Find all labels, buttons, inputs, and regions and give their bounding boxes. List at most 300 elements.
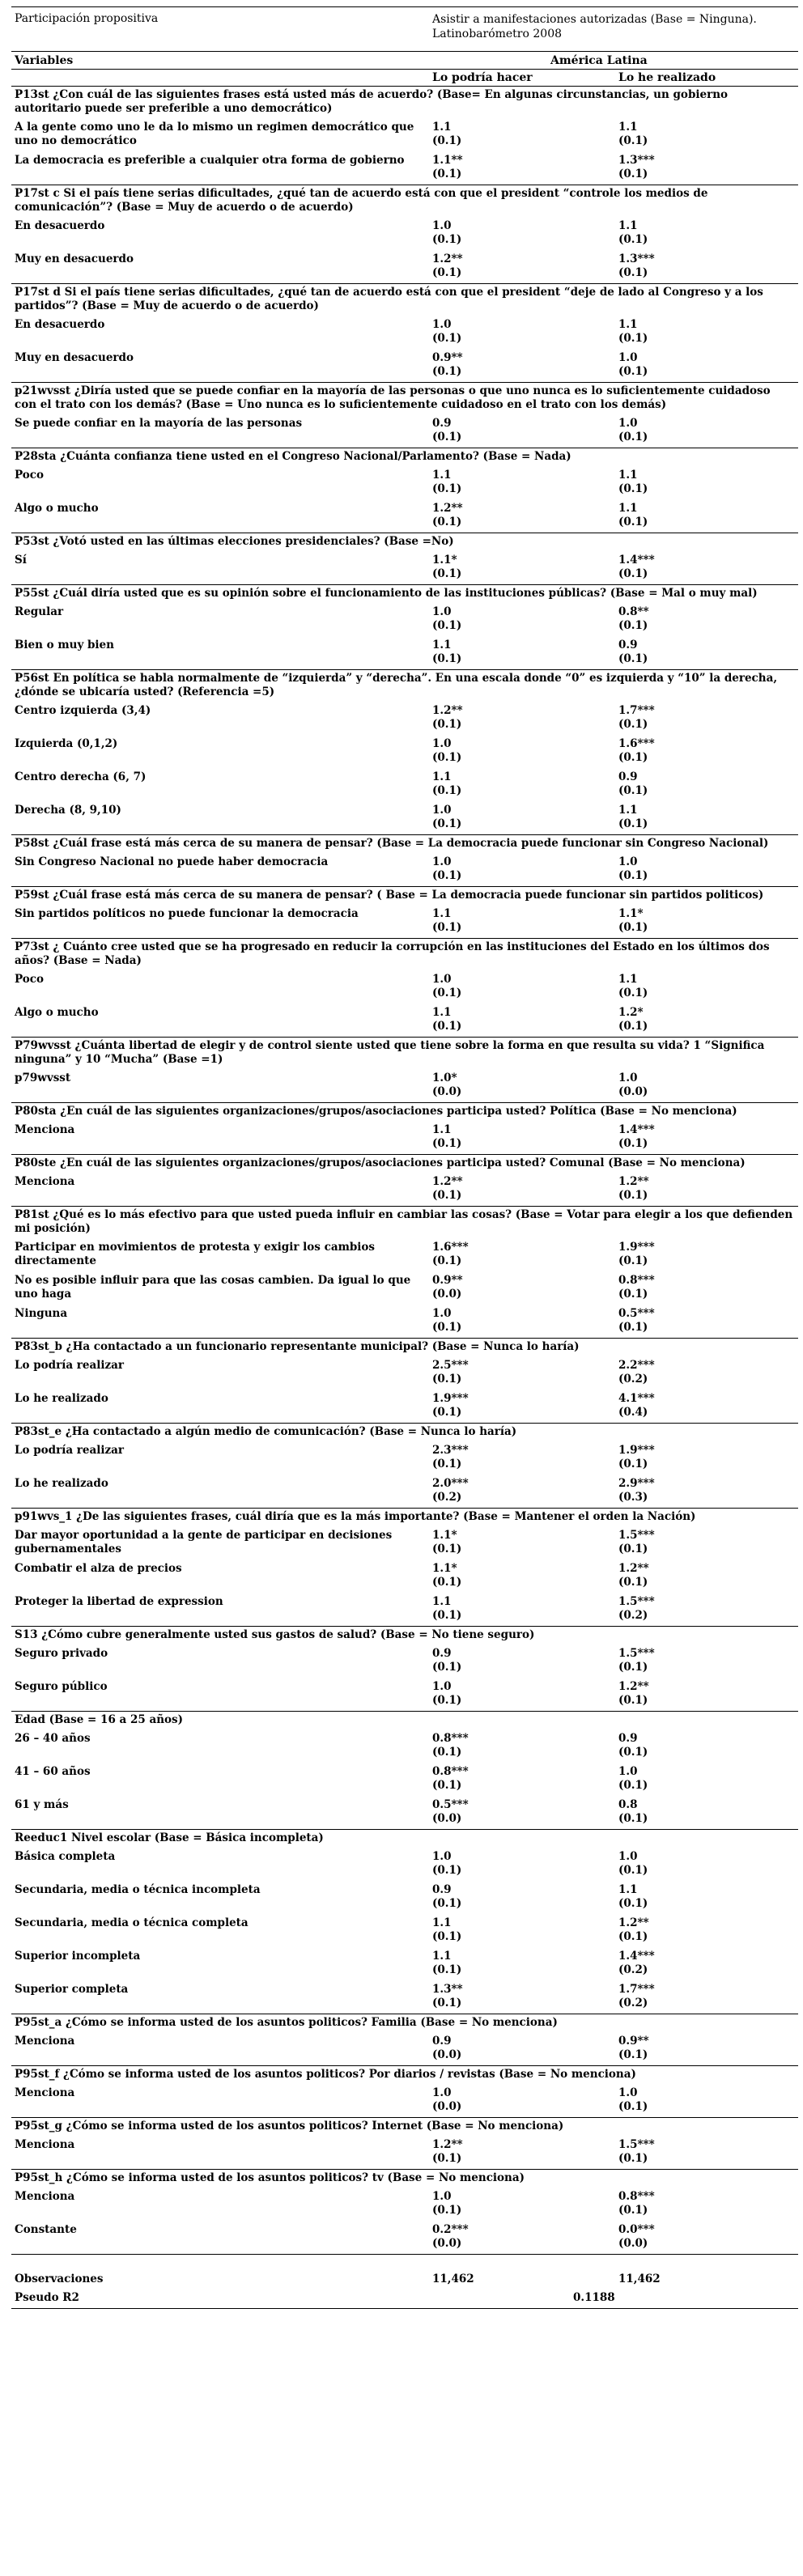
table-row <box>11 551 798 584</box>
coefficient: 1.2** <box>618 1175 649 1188</box>
section-title: P56st En política se habla normalmente de “izquierda” y “derecha”. En una escala donde “0” es izquierda y “10” la derecha, ¿dónde se ubicaría usted? (Referencia =5) <box>11 669 798 702</box>
table-row <box>11 801 798 834</box>
coefficient: 1.0 <box>618 351 638 364</box>
standard-error: (0.1) <box>432 1254 462 1267</box>
col2-cell <box>618 1307 798 1335</box>
col2-cell <box>618 1983 798 2010</box>
row-label: No es posible influir para que las cosas cambien. Da igual lo que uno haga <box>15 1274 411 1301</box>
table-row <box>11 1848 798 1881</box>
coefficient: 0.9 <box>618 770 638 783</box>
table-row <box>11 1069 798 1102</box>
observations-col1: 11,462 <box>432 2273 474 2285</box>
col2-cell <box>618 2223 798 2251</box>
coefficient: 1.1* <box>432 1529 457 1542</box>
col2-cell <box>618 1850 798 1878</box>
coefficient: 1.2** <box>432 2138 463 2151</box>
row-label: Centro izquierda (3,4) <box>15 704 151 717</box>
coefficient: 1.1 <box>432 1123 452 1136</box>
row-label: Menciona <box>15 1123 75 1136</box>
table-row <box>11 735 798 768</box>
standard-error: (0.1) <box>618 1779 648 1792</box>
standard-error: (0.0) <box>432 2048 462 2061</box>
standard-error: (0.1) <box>432 718 462 731</box>
coefficient: 1.3*** <box>618 253 655 265</box>
table-row <box>11 702 798 735</box>
standard-error: (0.0) <box>432 2237 462 2250</box>
table-row <box>11 2136 798 2169</box>
col1-cell <box>427 1562 618 1589</box>
standard-error: (0.1) <box>432 1020 462 1033</box>
col2-cell <box>618 1595 798 1623</box>
section-title: Edad (Base = 16 a 25 años) <box>11 1711 798 1729</box>
coefficient: 1.1* <box>618 907 644 920</box>
coefficient: 1.0* <box>432 1072 457 1084</box>
section-title: P53st ¿Votó usted en las últimas elecciones presidenciales? (Base =No) <box>11 533 798 551</box>
standard-error: (0.1) <box>618 1458 648 1470</box>
standard-error: (0.1) <box>432 784 462 797</box>
standard-error: (0.1) <box>432 332 462 345</box>
col2-cell <box>618 2086 798 2114</box>
standard-error: (0.1) <box>618 1661 648 1674</box>
row-label: Seguro privado <box>15 1647 108 1660</box>
col1-cell <box>427 2138 618 2166</box>
coefficient: 1.0 <box>618 855 638 868</box>
coefficient: 0.8*** <box>432 1765 469 1778</box>
coefficient: 1.0 <box>618 1765 638 1778</box>
col1-cell <box>427 1072 618 1099</box>
standard-error: (0.1) <box>618 751 648 764</box>
coefficient: 2.5*** <box>432 1359 469 1372</box>
coefficient: 1.4*** <box>618 1950 655 1963</box>
section-title: p91wvs_1 ¿De las siguientes frases, cuál diría que es la más importante? (Base = Mantener el orden la Nación) <box>11 1508 798 1526</box>
col1-cell <box>427 1274 618 1301</box>
col1-cell <box>427 1950 618 1977</box>
coefficient: 1.4*** <box>618 1123 655 1136</box>
coefficient: 0.9 <box>432 1647 452 1660</box>
table-row <box>11 1238 798 1271</box>
standard-error: (0.2) <box>618 1997 648 2009</box>
table-row <box>11 250 798 283</box>
standard-error: (0.1) <box>432 987 462 999</box>
coefficient: 1.0 <box>432 737 452 750</box>
coefficient: 1.1 <box>432 469 452 482</box>
coefficient: 0.5*** <box>618 1307 655 1320</box>
standard-error: (0.1) <box>618 869 648 882</box>
standard-error: (0.1) <box>432 1661 462 1674</box>
standard-error: (0.2) <box>432 1491 462 1504</box>
col1-cell <box>427 1798 618 1826</box>
coefficient: 1.9*** <box>618 1444 655 1457</box>
caption-left: Participación propositiva <box>15 12 159 25</box>
coefficient: 1.0 <box>432 219 452 232</box>
row-label: Participar en movimientos de protesta y exigir los cambios directamente <box>15 1241 376 1267</box>
coefficient: 1.2* <box>618 1006 644 1019</box>
section-title: p21wvsst ¿Diría usted que se puede confiar en la mayoría de las personas o que uno nunca es lo suficientemente cuidadoso con el trato con los demás? (Base = Uno nunca es lo suficientemente cuidadoso en el trato con los demás) <box>11 382 798 414</box>
standard-error: (0.2) <box>618 1373 648 1386</box>
col2-cell <box>618 2035 798 2062</box>
standard-error: (0.1) <box>432 516 462 528</box>
standard-error: (0.0) <box>432 1288 462 1301</box>
coefficient: 1.1 <box>618 121 638 134</box>
col1-cell <box>427 1175 618 1203</box>
standard-error: (0.1) <box>432 1779 462 1792</box>
row-label: Superior incompleta <box>15 1950 141 1963</box>
standard-error: (0.1) <box>432 619 462 632</box>
pseudo-r2-label: Pseudo R2 <box>15 2291 79 2304</box>
col1-cell <box>427 502 618 529</box>
standard-error: (0.1) <box>618 365 648 378</box>
standard-error: (0.1) <box>618 1254 648 1267</box>
row-label: 41 – 60 años <box>15 1765 91 1778</box>
standard-error: (0.1) <box>618 567 648 580</box>
divider <box>11 2254 798 2269</box>
col2-cell <box>618 639 798 666</box>
row-label: Lo podría realizar <box>15 1444 124 1457</box>
col2-cell <box>618 1359 798 1386</box>
coefficient: 1.1 <box>432 1916 452 1929</box>
standard-error: (0.1) <box>432 2204 462 2217</box>
coefficient: 0.9 <box>432 2035 452 2048</box>
standard-error: (0.1) <box>618 168 648 180</box>
col2-cell <box>618 1241 798 1268</box>
coefficient: 1.0 <box>432 318 452 331</box>
col2-cell <box>618 1072 798 1099</box>
row-label: Sí <box>15 554 27 567</box>
row-label: Constante <box>15 2223 77 2236</box>
table-row <box>11 1560 798 1593</box>
standard-error: (0.4) <box>618 1406 648 1419</box>
standard-error: (0.1) <box>432 567 462 580</box>
col2-cell <box>618 1647 798 1674</box>
row-label: Poco <box>15 469 45 482</box>
table-row <box>11 2188 798 2221</box>
col1-cell <box>427 1359 618 1386</box>
row-label: Centro derecha (6, 7) <box>15 770 147 783</box>
col2-cell <box>618 1798 798 1826</box>
col2-cell <box>618 154 798 181</box>
section-title: P80ste ¿En cuál de las siguientes organizaciones/grupos/asociaciones participa usted? Comunal (Base = No menciona) <box>11 1154 798 1173</box>
col2-cell <box>618 855 798 883</box>
coefficient: 0.8*** <box>618 1274 655 1287</box>
section-title: P59st ¿Cuál frase está más cerca de su manera de pensar? ( Base = La democracia puede funcionar sin partidos politicos) <box>11 886 798 905</box>
coefficient: 1.1 <box>432 121 452 134</box>
coefficient: 2.9*** <box>618 1477 655 1490</box>
standard-error: (0.1) <box>432 869 462 882</box>
col2-cell <box>618 1006 798 1033</box>
standard-error: (0.1) <box>432 2152 462 2165</box>
standard-error: (0.0) <box>618 2237 648 2250</box>
coefficient: 1.1** <box>432 154 463 167</box>
col2-cell <box>618 770 798 798</box>
row-label: Izquierda (0,1,2) <box>15 737 118 750</box>
coefficient: 1.1 <box>618 804 638 817</box>
col2-cell <box>618 1123 798 1151</box>
coefficient: 1.0 <box>432 2190 452 2203</box>
standard-error: (0.1) <box>432 1963 462 1976</box>
coefficient: 2.3*** <box>432 1444 469 1457</box>
row-label: Dar mayor oportunidad a la gente de participar en decisiones gubernamentales <box>15 1529 393 1555</box>
coefficient: 0.8*** <box>432 1732 469 1745</box>
col1-cell <box>427 1529 618 1556</box>
standard-error: (0.1) <box>618 784 648 797</box>
coefficient: 0.9 <box>432 417 452 430</box>
col1-cell <box>427 973 618 1000</box>
table-row <box>11 905 798 938</box>
standard-error: (0.1) <box>432 1321 462 1334</box>
table-row <box>11 1881 798 1914</box>
col1-cell <box>427 2035 618 2062</box>
standard-error: (0.1) <box>432 1864 462 1877</box>
standard-error: (0.1) <box>618 718 648 731</box>
col1-cell <box>427 253 618 280</box>
col2-cell <box>618 2138 798 2166</box>
standard-error: (0.1) <box>618 2152 648 2165</box>
row-label: Ninguna <box>15 1307 68 1320</box>
section-title: P83st_b ¿Ha contactado a un funcionario representante municipal? (Base = Nunca lo haría) <box>11 1338 798 1356</box>
standard-error: (0.0) <box>618 1085 648 1098</box>
standard-error: (0.2) <box>618 1609 648 1622</box>
col1-cell <box>427 1983 618 2010</box>
coefficient: 4.1*** <box>618 1392 655 1405</box>
row-label: 61 y más <box>15 1798 69 1811</box>
standard-error: (0.1) <box>618 1137 648 1150</box>
coefficient: 1.1 <box>618 469 638 482</box>
table-row <box>11 2084 798 2117</box>
table-row <box>11 217 798 250</box>
col2-cell <box>618 737 798 765</box>
standard-error: (0.1) <box>618 1321 648 1334</box>
coefficient: 1.1 <box>618 502 638 515</box>
row-label: Secundaria, media o técnica completa <box>15 1916 249 1929</box>
coefficient: 1.7*** <box>618 704 655 717</box>
row-label: En desacuerdo <box>15 318 105 331</box>
col2-cell <box>618 2190 798 2217</box>
standard-error: (0.1) <box>432 1609 462 1622</box>
col1-cell <box>427 1444 618 1471</box>
regression-table <box>11 6 798 2309</box>
standard-error: (0.1) <box>432 1458 462 1470</box>
col2-cell <box>618 469 798 496</box>
col2-cell <box>618 1529 798 1556</box>
coefficient: 1.1* <box>432 1562 457 1575</box>
col1-cell <box>427 1916 618 1944</box>
section-title: P79wvsst ¿Cuánta libertad de elegir y de control siente usted que tiene sobre la forma en que resulta su vida? 1 “Significa ninguna” y 10 “Mucha” (Base =1) <box>11 1037 798 1069</box>
row-label: Seguro público <box>15 1680 108 1693</box>
variables-heading: Variables <box>15 54 74 67</box>
section-title: P73st ¿ Cuánto cree usted que se ha progresado en reducir la corrupción en las instituciones del Estado en los últimos dos años? (Base = Nada) <box>11 938 798 970</box>
standard-error: (0.1) <box>432 1576 462 1589</box>
section-title: P95st_f ¿Cómo se informa usted de los asuntos politicos? Por diarios / revistas (Base = No menciona) <box>11 2065 798 2084</box>
col1-cell <box>427 1241 618 1268</box>
col1-cell <box>427 1595 618 1623</box>
caption-dependent-variable: Asistir a manifestaciones autorizadas (Base = Ninguna). <box>432 13 757 26</box>
col1-cell <box>427 1392 618 1420</box>
table-row <box>11 1305 798 1338</box>
standard-error: (0.1) <box>618 482 648 495</box>
coefficient: 1.0 <box>432 1850 452 1863</box>
col1-cell <box>427 605 618 633</box>
table-row <box>11 1475 798 1508</box>
col2-cell <box>618 1274 798 1301</box>
section-title: P28sta ¿Cuánta confianza tiene usted en el Congreso Nacional/Parlamento? (Base = Nada) <box>11 448 798 466</box>
col2-cell <box>618 1392 798 1420</box>
standard-error: (0.1) <box>618 233 648 246</box>
col1-cell <box>427 121 618 148</box>
row-label: Poco <box>15 973 45 986</box>
standard-error: (0.3) <box>618 1491 648 1504</box>
col1-cell <box>427 804 618 831</box>
coefficient: 1.1 <box>432 1595 452 1608</box>
col1-cell <box>427 1006 618 1033</box>
col2-cell <box>618 1950 798 1977</box>
col1-cell <box>427 1123 618 1151</box>
standard-error: (0.1) <box>432 482 462 495</box>
table-row <box>11 118 798 151</box>
col1-cell <box>427 219 618 247</box>
pseudo-r2-value: 0.1188 <box>573 2291 615 2304</box>
table-row <box>11 1390 798 1423</box>
row-label: La democracia es preferible a cualquier otra forma de gobierno <box>15 154 405 167</box>
col2-cell <box>618 804 798 831</box>
coefficient: 1.3** <box>432 1983 463 1996</box>
standard-error: (0.1) <box>432 817 462 830</box>
table-row <box>11 151 798 185</box>
row-label: Sin partidos políticos no puede funcionar la democracia <box>15 907 359 920</box>
coefficient: 1.1* <box>432 554 457 567</box>
row-label: Regular <box>15 605 64 618</box>
table-row <box>11 1121 798 1154</box>
standard-error: (0.1) <box>432 921 462 934</box>
table-row <box>11 499 798 533</box>
table-row <box>11 1526 798 1560</box>
row-label: Menciona <box>15 2035 75 2048</box>
row-label: p79wvsst <box>15 1072 71 1084</box>
standard-error: (0.1) <box>618 1930 648 1943</box>
coefficient: 0.9 <box>432 1883 452 1896</box>
observations-label: Observaciones <box>15 2273 104 2285</box>
coefficient: 0.8** <box>618 605 649 618</box>
coefficient: 1.2** <box>432 704 463 717</box>
table-row <box>11 603 798 636</box>
standard-error: (0.1) <box>432 1897 462 1910</box>
standard-error: (0.1) <box>432 1997 462 2009</box>
col2-cell <box>618 219 798 247</box>
col2-cell <box>618 704 798 732</box>
standard-error: (0.1) <box>618 1576 648 1589</box>
standard-error: (0.1) <box>618 1694 648 1707</box>
coefficient: 0.9** <box>618 2035 649 2048</box>
row-label: Se puede confiar en la mayoría de las personas <box>15 417 303 430</box>
row-label: Menciona <box>15 1175 75 1188</box>
col1-cell <box>427 351 618 379</box>
coefficient: 0.9** <box>432 351 463 364</box>
col2-cell <box>618 1916 798 1944</box>
coefficient: 1.1 <box>432 1006 452 1019</box>
col2-cell <box>618 417 798 444</box>
col2-cell <box>618 605 798 633</box>
standard-error: (0.1) <box>432 233 462 246</box>
coefficient: 0.9 <box>618 1732 638 1745</box>
table-row <box>11 1947 798 1980</box>
row-label: Menciona <box>15 2086 75 2099</box>
column-group-header <box>11 52 798 70</box>
row-label: Secundaria, media o técnica incompleta <box>15 1883 261 1896</box>
coefficient: 1.0 <box>432 1307 452 1320</box>
coefficient: 1.1 <box>432 770 452 783</box>
coefficient: 2.0*** <box>432 1477 469 1490</box>
section-title: S13 ¿Cómo cubre generalmente usted sus gastos de salud? (Base = No tiene seguro) <box>11 1626 798 1644</box>
coefficient: 1.6*** <box>432 1241 469 1254</box>
coefficient: 1.2** <box>618 1680 649 1693</box>
pseudo-r2-row <box>11 2289 798 2309</box>
col1-cell <box>427 554 618 581</box>
coefficient: 1.4*** <box>618 554 655 567</box>
coefficient: 1.2** <box>432 1175 463 1188</box>
coefficient: 1.0 <box>432 1680 452 1693</box>
coefficient: 1.5*** <box>618 1595 655 1608</box>
row-label: Proteger la libertad de expression <box>15 1595 223 1608</box>
col1-cell <box>427 907 618 935</box>
coefficient: 0.0*** <box>618 2223 655 2236</box>
col1-cell <box>427 770 618 798</box>
standard-error: (0.1) <box>432 1694 462 1707</box>
row-label: Derecha (8, 9,10) <box>15 804 121 817</box>
coefficient: 1.2** <box>432 253 463 265</box>
coefficient: 1.5*** <box>618 2138 655 2151</box>
row-label: Muy en desacuerdo <box>15 253 134 265</box>
standard-error: (0.1) <box>432 134 462 147</box>
standard-error: (0.1) <box>618 431 648 443</box>
coefficient: 1.0 <box>618 1850 638 1863</box>
region-heading: América Latina <box>550 54 648 67</box>
col1-cell <box>427 1647 618 1674</box>
col2-cell <box>618 1680 798 1708</box>
observations-col2: 11,462 <box>618 2273 661 2285</box>
col1-cell <box>427 639 618 666</box>
coefficient: 1.1 <box>618 219 638 232</box>
coefficient: 1.5*** <box>618 1529 655 1542</box>
table-row <box>11 1441 798 1475</box>
row-label: Lo he realizado <box>15 1477 108 1490</box>
coefficient: 1.7*** <box>618 1983 655 1996</box>
col2-cell <box>618 253 798 280</box>
coefficient: 1.1 <box>618 318 638 331</box>
standard-error: (0.1) <box>618 1543 648 1555</box>
col1-cell <box>427 1732 618 1759</box>
standard-error: (0.1) <box>618 619 648 632</box>
coefficient: 1.1 <box>432 639 452 651</box>
coefficient: 1.1 <box>618 973 638 986</box>
table-row <box>11 768 798 801</box>
standard-error: (0.1) <box>432 1373 462 1386</box>
coefficient: 2.2*** <box>618 1359 655 1372</box>
coefficient: 1.2** <box>432 502 463 515</box>
row-label: Algo o mucho <box>15 1006 99 1019</box>
coefficient: 1.0 <box>618 417 638 430</box>
row-label: 26 – 40 años <box>15 1732 91 1745</box>
col2-cell <box>618 1765 798 1793</box>
row-label: Menciona <box>15 2190 75 2203</box>
row-label: Muy en desacuerdo <box>15 351 134 364</box>
standard-error: (0.1) <box>618 987 648 999</box>
col2-cell <box>618 554 798 581</box>
standard-error: (0.1) <box>618 134 648 147</box>
standard-error: (0.1) <box>618 266 648 279</box>
col1-cell <box>427 855 618 883</box>
coefficient: 1.0 <box>432 855 452 868</box>
observations-row <box>11 2269 798 2289</box>
standard-error: (0.1) <box>432 1189 462 1202</box>
